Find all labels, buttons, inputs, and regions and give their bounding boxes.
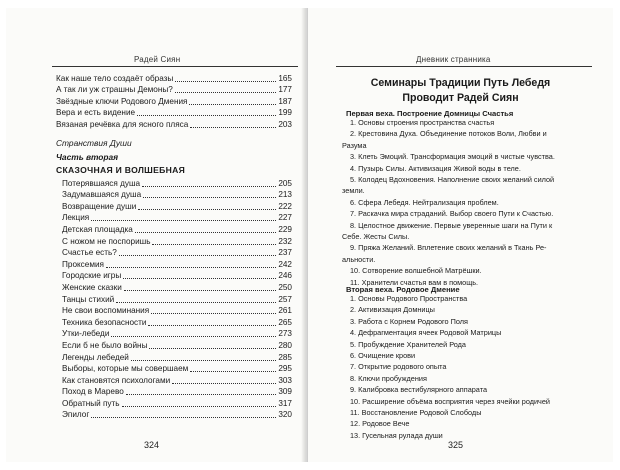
dot-leader [138,209,276,210]
toc-entry-page: 273 [278,329,292,339]
toc-entry-page: 232 [278,236,292,246]
toc-entry-page: 237 [278,248,292,258]
seminar-item: 1. Основы Родового Пространства [350,294,468,303]
toc-entry-title: Выборы, которые мы совершаем [62,364,189,374]
seminar-item: 5. Пробуждение Хранителей Рода [350,339,466,349]
toc-entry [56,281,292,293]
seminar-item: Разума [342,140,367,150]
toc-entry-page: 320 [278,410,292,420]
seminar-item: 7. Раскачка мира страданий. Выбор своего Пути к Счастью. [350,209,554,219]
toc-entry-title: С ножом не поспоришь [62,236,151,246]
toc-entry-page: 295 [278,364,292,374]
toc-entry-title: Утки-лебеди [62,329,110,339]
toc-entry-title: Детская площадка [62,224,133,234]
toc-entry-page: 187 [278,96,292,106]
dot-leader [116,302,276,303]
toc-entry-title: Задумавшаяся душа [62,190,142,200]
toc-entry-page: 246 [278,271,292,281]
toc-entry [56,305,292,317]
toc-entry-page: 229 [278,224,292,234]
left-page-number: 324 [144,440,160,450]
toc-entry [56,258,292,270]
seminar-item: 4. Дефрагментация ячеек Родовой Матрицы [350,328,502,338]
toc-entry-title: Городские игры [62,271,122,281]
toc-entry-title: Техника безопасности [62,317,147,327]
dot-leader [137,115,276,116]
toc-entry-title: Проксемия [62,259,104,269]
dot-leader [143,197,276,198]
toc-entry-title: Звёздные ключи Родового Дмения [56,96,188,106]
dot-leader [148,325,276,326]
toc-entry [56,386,292,398]
toc-entry-title: Не свои воспоминания [62,306,150,316]
toc-entry-title: Возвращение души [62,201,137,211]
seminar-item: альности. [342,254,376,264]
seminar-item: 11. Восстановление Родовой Слободы [350,408,482,417]
dot-leader [91,417,276,418]
seminar-item: 7. Открытие родового опыта [350,362,447,372]
toc-entry [56,177,292,189]
dot-leader [131,360,276,361]
dot-leader [190,127,276,128]
seminar-item: 8. Целостное движение. Первые уверенные шаги на Пути к [350,220,553,230]
toc-entry-title: Женские сказки [62,282,122,292]
left-page [6,8,306,462]
toc-entry-page: 250 [278,282,292,292]
seminar-subtitle: Проводит Радей Сиян [402,92,519,104]
toc-entry-title: Танцы стихий [62,294,115,304]
toc-entry [56,189,292,201]
toc-entry-page: 242 [278,259,292,269]
toc-entry-title: Потерявшаяся душа [62,178,141,188]
dot-leader [175,92,277,93]
seminar-item: земли. [342,186,365,196]
right-running-head: Дневник странника [416,55,491,64]
dot-leader [189,104,276,105]
dot-leader [172,383,276,384]
seminar-item: 6. Очищение крови [350,351,416,360]
toc-entry-title: Как наше тело создаёт образы [56,73,174,83]
toc-entry [56,397,292,409]
part-label: Часть вторая [56,152,119,162]
seminar-item: 12. Родовое Вече [350,419,410,429]
toc-entry-page: 205 [278,178,292,188]
toc-entry [56,223,292,235]
toc-entry-page: 203 [278,119,292,129]
toc-entry-title: Эпилог [62,410,90,420]
toc-entry-title: Обратный путь [62,398,120,408]
dot-leader [190,371,276,372]
right-header-rule [336,66,592,67]
seminar-item: 5. Колодец Вдохновения. Наполнение своих желаний силой [350,175,555,184]
toc-entry-page: 280 [278,340,292,350]
dot-leader [175,81,276,82]
dot-leader [123,278,276,279]
dot-leader [126,394,277,395]
toc-entry [56,84,292,96]
toc-entry [56,374,292,386]
right-page [308,8,613,462]
dot-leader [91,220,276,221]
toc-entry [56,235,292,247]
second-stage-heading: Вторая веха. Родовое Дмение [346,285,460,294]
toc-part-two [56,177,292,420]
table-of-contents [56,72,292,130]
toc-entry [56,409,292,421]
toc-entry-page: 317 [278,398,292,408]
dot-leader [124,290,276,291]
toc-entry-title: Вязаная речёвка для ясного пляса [56,119,189,129]
dot-leader [122,406,277,407]
first-stage-heading: Первая веха. Построение Домницы Счастья [346,109,514,118]
seminar-item: 8. Ключи пробуждения [350,373,427,383]
toc-entry-page: 309 [278,387,292,397]
seminar-item: 9. Пряжа Желаний. Вплетение своих желаний в Ткань Ре- [350,243,547,253]
dot-leader [152,244,276,245]
right-page-number: 325 [448,440,464,450]
toc-entry [56,363,292,375]
seminar-item: 9. Калибровка вестибулярного аппарата [350,385,488,395]
toc-entry-title: Поход в Марево [62,387,124,397]
seminar-item: 3. Работа с Корнем Родового Поля [350,316,468,326]
toc-entry-title: Легенды лебедей [62,352,129,362]
toc-entry [56,200,292,212]
toc-entry-title: А так ли уж страшны Демоны? [56,85,173,95]
toc-entry-page: 261 [278,306,292,316]
toc-entry [56,95,292,107]
toc-entry-title: Вера и есть видение [56,108,136,118]
left-header-rule [52,66,298,67]
seminar-title: Семинары Традиции Путь Лебедя [370,77,551,89]
toc-entry-page: 257 [278,294,292,304]
section-title: Странствия Души [56,138,132,148]
toc-entry-title: Если б не было войны [62,340,148,350]
toc-entry-page: 165 [278,73,292,83]
seminar-item: 3. Клеть Эмоций. Трансформация эмоций в чистые чувства. [350,152,555,162]
toc-entry-page: 222 [278,201,292,211]
toc-entry-page: 265 [278,317,292,327]
seminar-item: 2. Активизация Домницы [350,305,435,315]
left-running-head: Радей Сиян [134,55,181,64]
toc-entry [56,212,292,224]
dot-leader [106,267,276,268]
toc-entry-page: 285 [278,352,292,362]
toc-entry-title: Как становятся психологами [62,375,171,385]
seminar-item: 11. Хранители счастья вам в помощь. [350,277,479,287]
toc-entry [56,339,292,351]
dot-leader [111,336,276,337]
seminar-item: 6. Сфера Лебедя. Нейтрализация проблем. [350,197,499,207]
toc-entry-page: 303 [278,375,292,385]
dot-leader [151,313,276,314]
dot-leader [142,186,276,187]
seminar-item: 13. Гусельная рулада души [350,430,443,440]
seminar-item: 4. Пузырь Силы. Активизация Живой воды в теле. [350,163,521,173]
toc-entry [56,328,292,340]
toc-entry [56,351,292,363]
seminar-item: 10. Сотворение волшебной Матрёшки. [350,266,482,276]
toc-entry-title: Счастье есть? [62,248,117,258]
seminar-item: 2. Крестовина Духа. Объединение потоков Воли, Любви и [350,129,547,139]
toc-entry-page: 177 [278,85,292,95]
toc-entry [56,72,292,84]
toc-entry [56,107,292,119]
toc-entry [56,293,292,305]
seminar-item: Себе. Жесты Силы. [342,232,410,241]
toc-entry-title: Лекция [62,213,90,223]
dot-leader [149,348,276,349]
seminar-item: 1. Основы строения пространства счастья [350,118,495,127]
dot-leader [119,255,277,256]
dot-leader [135,232,276,233]
seminar-item: 10. Расширение объёма восприятия через ячейки родичей [350,396,550,406]
toc-entry [56,316,292,328]
toc-entry [56,247,292,259]
toc-entry [56,270,292,282]
toc-entry [56,118,292,130]
toc-entry-page: 213 [278,190,292,200]
toc-entry-page: 199 [278,108,292,118]
part-title: СКАЗОЧНАЯ И ВОЛШЕБНАЯ [56,165,186,175]
toc-entry-page: 227 [278,213,292,223]
